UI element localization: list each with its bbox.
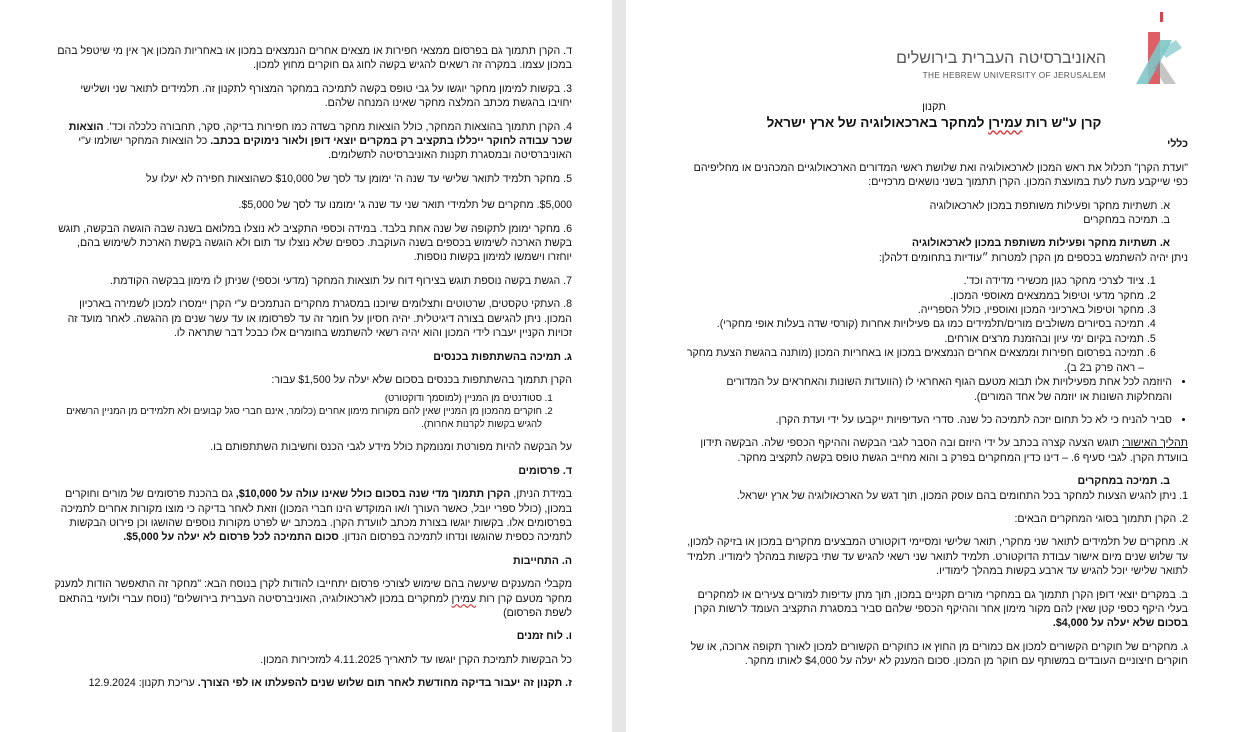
text-run-bold: ז. תקנון זה יעבור בדיקה מחודשת לאחר תום שלוש שנים להפעלתו או לפי הצורך.: [197, 677, 572, 690]
text-run: ב. במקרים יוצאי דופן הקרן תתמוך גם במחקרי מורים תקניים במכון, תוך מתן עדיפות למורים צעירים או למחקרים בעלי היקף כספי קטן שאין להם מקור מימון אחר וההיקף הכספי שלהם סביר במסגרת התקציב העומד לרשות הקרן: [694, 588, 1188, 615]
text-run: למחקרים במכון לארכאולוגיה, האוניברסיטה העברית בירושלים" (נוסח עברי ולועזי בהתאם לשפת הפרסום): [58, 592, 572, 619]
text-run: גם בהכנת פרסומים של מורים וחוקרים במכון, (כולל ספרי יובל, כאשר העורך ו/או המוקדש הינו חברי המכון) וזאת לאחר בדיקה כי מוצו מקורות אחרים לתמיכה בפרסומים אלו. בקשות יוגשו בצורת מכתב לוועדת הקרן. במכתב יש לפרט מקורות נוספים שהושגו וכן פירוט הבקשות לתמיכה כספית שהוגשו ונדחו לתמיכה בפרסום הנדון.: [60, 488, 572, 544]
university-emblem-icon: [1120, 10, 1192, 90]
paragraph-approval-process: [680, 436, 1188, 465]
paragraph-z-review: [54, 676, 572, 690]
text-run: 4. הקרן תתמוך בהוצאות המחקר, כולל הוצאות מחקר בשדה כמו חפירות בדיקה, סקר, תחבורה כלכלה וכד'.: [103, 120, 572, 133]
text-run: כל הוצאות המחקר ישולמו ע"י האוניברסיטה ובמסגרת תקנות האוניברסיטה לתשלומים.: [78, 135, 572, 162]
paragraph-b-2: 2. הקרן תתמוך בסוגי המחקרים הבאים:: [1014, 512, 1188, 525]
text-run: מקבלי המענקים שיעשה בהם שימוש לצורכי פרסום יתחייבו להודות לקרן בנוסח הבא: "מחקר זה התאפשר הודות למענק מחקר מטעם קרן רות: [54, 578, 572, 605]
list-g-eligible: [54, 392, 572, 431]
list-item: 2. מחקר מדעי וטיפול בממצאים מאוספי המכון.: [680, 289, 1144, 303]
document-label: תקנון: [922, 101, 946, 113]
paragraph-d-excavation-publication: ד. הקרן תתמוך גם בפרסום ממצאי חפירות או מצאים אחרים הנמצאים במכון או באחריות המכון אך אין מי שיטפל בהם במכון עצמו. במקרה זה רשאים להגיש בקשה לחוג גם חוקרים מחוץ למכון.: [57, 45, 572, 72]
paragraph-v-deadline: כל הבקשות לתמיכת הקרן יוגשו עד לתאריך 4.11.2025 למזכירות המכון.: [260, 653, 572, 666]
paragraph-5-line1: 5. מחקר תלמיד לתואר שלישי עד שנה ה' ימומן עד לסך של $10,000 כשהוצאות חפירה לא יעלו על: [146, 172, 572, 185]
university-logo: [896, 10, 1192, 90]
right-page-body: [680, 100, 1188, 669]
text-run: למחקר בארכאולוגיה של ארץ ישראל: [766, 115, 989, 131]
heading-h-commitment: ה. התחייבות: [513, 554, 572, 567]
page-gap: [612, 0, 626, 732]
text-run: במידת הניתן,: [510, 488, 572, 501]
paragraph-4-expenses: [54, 120, 572, 163]
text-run-bold: הוצאות שכר עבודה לחוקר ייכללו בתקציב רק במקרים יוצאי דופן ולאור נימוקים בכתב.: [68, 120, 572, 148]
text-run-bold: הקרן תתמוך מדי שנה בסכום כולל שאינו עולה על $10,000,: [235, 488, 511, 501]
list-section-a: [680, 274, 1188, 375]
heading-g-conferences: ג. תמיכה בהשתתפות בכנסים: [433, 350, 572, 363]
paragraph-general: "ועדת הקרן" תכלול את ראש המכון לארכאולוגיה ואת שלושת ראשי המדורים הארכאולוגיים המכהנים או מחליפיהם כפי שייקבע מעת לעת במועצת המכון. הקרן תתמוך בשני נושאים מרכזיים:: [693, 161, 1188, 189]
logo-english-name: THE HEBREW UNIVERSITY OF JERUSALEM: [922, 70, 1106, 80]
paragraph-7-report: 7. הגשת בקשה נוספת תוגש בצירוף דוח על תוצאות המחקר (מדעי וכספי) שניתן לו מימון בבקשה הקודמת.: [110, 274, 572, 287]
paragraph-h-acknowledgement: [54, 577, 572, 620]
spellcheck-word: עמירן: [988, 115, 1023, 131]
text-run-underlined: תהליך האישור:: [1122, 437, 1188, 450]
document-title: [680, 114, 1188, 132]
document-page-left: [0, 0, 612, 732]
paragraph-b-a-students: א. מחקרים של תלמידים לתואר שני מחקרי, תואר שלישי ומסיימי דוקטורט המבצעים מחקרים במכון או בזיקה למכון, עד שלוש שנים מיום אישור עבודת הדוקטורט. תלמיד לתואר שני רשאי להגיש עד שתי בקשות במהלך לימודיו. תלמיד לתואר שלישי יוכל להגיש עד ארבע בקשות במהלך לימודיו.: [687, 536, 1188, 578]
list-item: 5. תמיכה בקיום ימי עיון ובהזמנת מרצים אורחים.: [680, 332, 1144, 346]
spellcheck-word: עמירן: [451, 592, 477, 605]
list-item: 6. תמיכה בפרסום חפירות וממצאים אחרים הנמצאים במכון או באחריות המכון (מותנה בהגשת הצעת מחקר – ראה פרק ב2 ב).: [680, 346, 1144, 375]
paragraph-8-archive: 8. העתקי טקסטים, שרטוטים ותצלומים שיוכנו במסגרת מחקרים הנתמכים ע"י הקרן יימסרו למכון לשמירה בארכיון המכון. ניתן להגישם בצורה דיגיטלית. יהיה חסיון על חומר זה עד לפרסומו או עד עשר שנים מן ההגשה. לאחר מועד זה זכויות הקניין יעברו לידי המכון והוא יהיה רשאי להשתמש בחומרים אלו כבכל דבר שתראה לו.: [67, 298, 572, 340]
list-item: 1. סטודנטים מן המניין (למוסמך ודוקטורט): [54, 392, 542, 405]
heading-general: כללי: [1167, 138, 1188, 151]
paragraph-3-application-form: 3. בקשות למימון מחקר יוגשו על גבי טופס בקשה לתמיכה במחקר המצורף לתקנון זה. תלמידים לתואר שני ושלישי יחויבו בהגשת מכתב המלצה מחקר שאינו המנחה שלהם.: [80, 82, 572, 110]
heading-section-a: א. תשתיות מחקר ופעילות משותפת במכון לארכאולוגיה: [911, 237, 1170, 250]
list-item: • סביר להניח כי לא כל תחום יזכה לתמיכה כל שנה. סדרי העדיפויות ייקבעו על ידי ועדת הקרן.: [680, 413, 1172, 427]
paragraph-b-c-external: ג. מחקרים של חוקרים הקשורים למכון אם כמורים מן החוץ או כחוקרים הקשורים למכון לאורך תקופה ארוכה, או של חוקרים חיצוניים העובדים במשותף עם חוקר מן המכון. סכום המענק לא יעלה על $4,000 לאותו מחקר.: [690, 640, 1188, 668]
text-run-bold: בסכום שלא יעלה על $4,000.: [1052, 617, 1188, 630]
paragraph-section-a-intro: ניתן יהיה להשתמש בכספים מן הקרן למטרות ״עודיות בתחומים דלהלן:: [878, 251, 1188, 264]
heading-d-publications: ד. פרסומים: [518, 464, 572, 477]
list-item: 1. ציוד לצרכי מחקר כגון מכשירי מדידה וכד'.: [680, 274, 1144, 288]
list-item: • היוזמה לכל אחת מפעילויות אלו תבוא מטעם הגוף האחראי לו (הוועדות השונות והאחראים על המדורים והמחלקות השונות או יוזמה של אחד המורים).: [680, 375, 1172, 404]
paragraph-g-note: על הבקשה להיות מפורטת ומנומקת כולל מידע לגבי הכנס וחשיבות השתתפותם בו.: [210, 441, 572, 454]
paragraph-b-b-faculty: [680, 588, 1188, 631]
list-item: 3. מחקר וטיפול בארכיוני המכון ואוספיו, כולל הספרייה.: [680, 303, 1144, 317]
logo-hebrew-name: האוניברסיטה העברית בירושלים: [896, 50, 1106, 67]
text-run: תוגש הצעה קצרה בכתב על ידי היוזם ובה הסבר לגבי הבקשה וההיקף הכספי שלה. הבקשה תידון בוועדת הקרן. לגבי סעיף 6. – דינו כדין המחקרים בפרק ב והוא מחייב הגשת טופס בקשה לתקציב מחקר.: [700, 437, 1188, 464]
paragraph-d-publications: [54, 487, 572, 545]
general-item-a: א. תשתיות מחקר ופעילות משותפת במכון לארכאולוגיה: [929, 199, 1170, 212]
text-run-bold: סכום התמיכה לכל פרסום לא יעלה על $5,000.: [123, 531, 339, 544]
list-item: 4. תמיכה בסיורים משולבים מורים/תלמידים כמו גם פעילויות אחרות (קורסי שדה בעלות אופי מחקרי).: [680, 317, 1144, 331]
paragraph-g-intro: הקרן תתמוך בהשתתפות בכנסים בסכום שלא יעלה על $1,500 עבור:: [271, 373, 572, 386]
heading-section-b: ב. תמיכה במחקרים: [1077, 475, 1170, 488]
paragraph-6-period: 6. מחקר ימומן לתקופה של שנה אחת בלבד. במידה וכספי התקציב לא נוצלו במלואם בשנה שבה הוגשה הבקשה, תוגש בקשת הארכה לשימוש בכספים בשנה העוקבת. כספים שלא נוצלו עד תום ולא הוגשה בקשת הארכת לשימוש בהם, יוחזרו וישמשו למימון בקשות נוספות.: [58, 222, 572, 264]
left-page-body: [54, 44, 572, 691]
paragraph-5-line2: $5,000. מחקרים של תלמידי תואר שני עד שנה ג' ימומנו עד לסך של $5,000.: [238, 199, 572, 212]
list-item: 2. חוקרים מהמכון מן המניין שאין להם מקורות מימון אחרים (כלומר, אינם חברי סגל קבועים ולא תלמידים מן המניין הרשאים להגיש בקשות לקרנות אחרות).: [54, 405, 542, 431]
paragraph-b-1: 1. ניתן להגיש הצעות למחקר בכל התחומים בהם עוסק המכון, תוך דגש על הארכאולוגיה של ארץ ישראל.: [736, 489, 1188, 502]
heading-v-schedule: ו. לוח זמנים: [516, 630, 572, 643]
text-run: עריכת תקנון: 12.9.2024: [88, 677, 198, 690]
text-run: קרן ע"ש רות: [1022, 115, 1102, 131]
list-section-a-bullets: [680, 375, 1188, 427]
general-item-b: ב. תמיכה במחקרים: [1083, 214, 1170, 227]
